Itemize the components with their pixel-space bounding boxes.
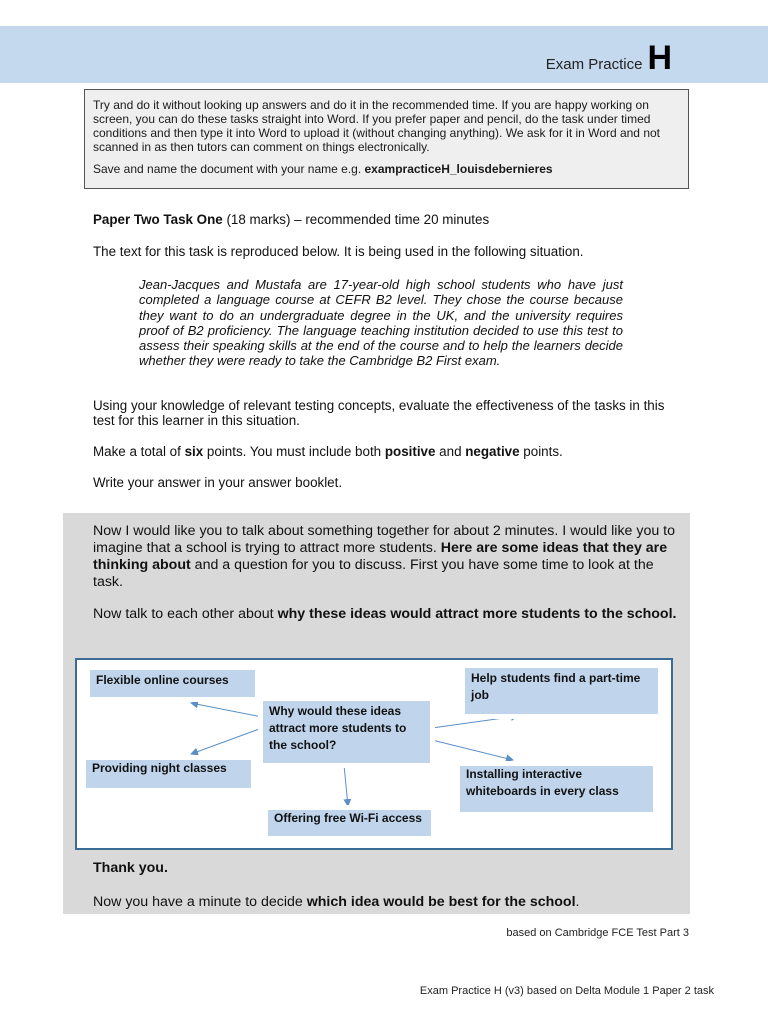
task-heading-title: Paper Two Task One [93,212,223,227]
decide-text-1: Now you have a minute to decide [93,894,307,910]
speaking-task-panel [63,513,690,914]
idea-part-time-job: Help students find a part-time job [465,668,658,714]
intro-paragraph: The text for this task is reproduced below. It is being used in the following situation. [93,244,584,259]
central-question-box: Why would these ideas attract more students to the school? [263,701,430,763]
thank-you-text: Thank you. [93,860,168,876]
page-title-text: Exam Practice [545,56,643,73]
discussion-prompt-bold: why these ideas would attract more students to the school. [277,606,677,622]
points-text-2: points. You must include both [203,444,385,459]
page-title-letter: H [647,39,672,77]
save-instructions [93,162,681,176]
decide-bold: which idea would be best for the school [306,894,576,910]
task-intro-text-1: Now I would like you to talk about something together for about 2 minutes. I would like you to imagine that a school is trying to attract more students. [93,523,676,556]
decide-text-2: . [575,894,580,910]
mind-map-diagram [75,658,673,850]
task-heading-details: (18 marks) – recommended time 20 minutes [222,212,490,227]
discussion-prompt-text: Now talk to each other about [93,606,278,622]
arrow-to-wifi [344,765,348,806]
points-instruction [93,444,678,459]
instructions-paragraph: Try and do it without looking up answers and do it in the recommended time. If you are happy working on screen, you can do these tasks straight into Word. If you prefer paper and pencil, do the task under timed conditions and then type it into Word to upload it (without changing anything). We ask for it in Word and not scanned in as then tutors can comment on things electronically. [93,98,660,154]
points-text-1: Make a total of [93,444,185,459]
evaluate-instruction [93,398,678,428]
answer-instruction [93,475,678,490]
source-note: based on Cambridge FCE Test Part 3 [506,927,689,939]
filename-example: exampracticeH_louisdebernieres [364,162,553,176]
task-heading [93,212,678,227]
idea-night-classes: Providing night classes [86,760,251,788]
page-footer: Exam Practice H (v3) based on Delta Module 1 Paper 2 task [419,985,714,997]
idea-wifi: Offering free Wi-Fi access [268,810,431,836]
arrow-to-online-courses [191,703,262,717]
task-intro-bold: Here are some ideas that they are thinking about [93,540,668,573]
task-intro [93,523,678,591]
points-negative: negative [465,444,520,459]
evaluate-paragraph: Using your knowledge of relevant testing concepts, evaluate the effectiveness of the tasks in this test for this learner in this situation. [93,398,665,428]
points-text-4: points. [519,444,563,459]
intro-text [93,244,678,259]
points-count: six [184,444,204,459]
points-text-3: and [435,444,466,459]
situation-description: Jean-Jacques and Mustafa are 17-year-old high school students who have just completed a language course at CEFR B2 level. They chose the course because they want to do an undergraduate degree in the UK, and the university requires proof of B2 proficiency. The language teaching institution decided to use this test to assess their speaking skills at the end of the course and to help the learners decide whether they were ready to take the Cambridge B2 First exam. [139,277,623,369]
save-instructions-text: Save and name the document with your name e.g. [93,162,365,176]
decide-instruction [93,894,580,910]
page-title [545,39,672,77]
idea-whiteboards: Installing interactive whiteboards in every class [460,766,653,812]
instructions-box [84,89,689,189]
task-discussion-prompt [93,606,678,623]
arrow-to-whiteboards [432,740,513,760]
idea-online-courses: Flexible online courses [90,670,255,697]
points-positive: positive [384,444,436,459]
task-intro-text-2: and a question for you to discuss. First you have some time to look at the task. [93,557,654,590]
arrow-to-night-classes [191,728,262,754]
answer-paragraph: Write your answer in your answer booklet. [93,475,343,490]
header-band [0,26,768,83]
arrow-to-part-time-job [432,716,518,728]
